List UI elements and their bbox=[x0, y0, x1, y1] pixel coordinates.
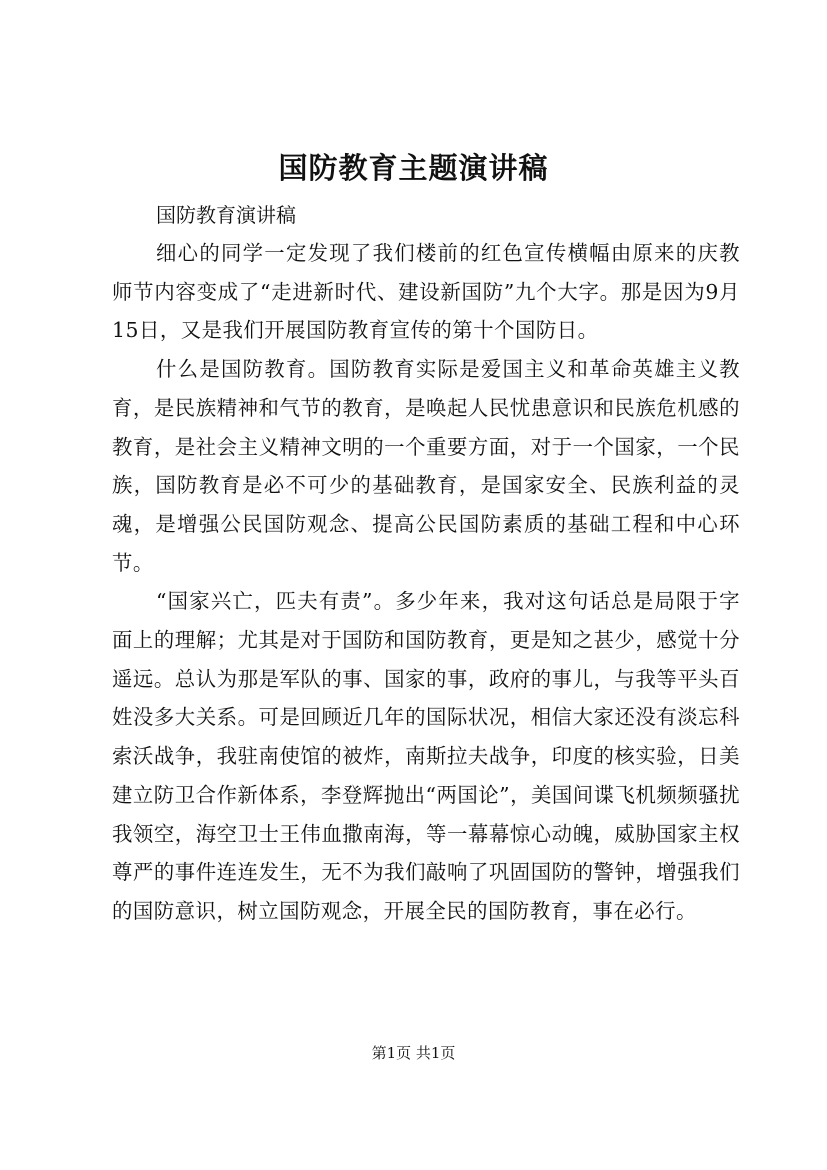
document-title: 国防教育主题演讲稿 bbox=[278, 151, 549, 185]
paragraph-3: “国家兴亡，匹夫有责”。多少年来，我对这句话总是局限于字面上的理解；尤其是对于国防和国防教育，更是知之甚少，感觉十分遥远。总认为那是军队的事、国家的事，政府的事儿，与我等平头百姓没多大关系。可是回顾近几年的国际状况，相信大家还没有淡忘科索沃战争，我驻南使馆的被炸，南斯拉夫战争，印度的核实验，日美建立防卫合作新体系，李登辉抛出“两国论”，美国间谍飞机频频骚扰我领空，海空卫士王伟血撒南海，等一幕幕惊心动魄，威胁国家主权尊严的事件连连发生，无不为我们敲响了巩固国防的警钟，增强我们的国防意识，树立国防观念，开展全民的国防教育，事在必行。 bbox=[112, 589, 740, 923]
document-body bbox=[112, 196, 740, 931]
paragraph-2: 什么是国防教育。国防教育实际是爱国主义和革命英雄主义教育，是民族精神和气节的教育，是唤起人民忧患意识和民族危机感的教育，是社会主义精神文明的一个重要方面，对于一个国家，一个民族，国防教育是必不可少的基础教育，是国家安全、民族利益的灵魂，是增强公民国防观念、提高公民国防素质的基础工程和中心环节。 bbox=[112, 357, 740, 575]
document-subtitle: 国防教育演讲稿 bbox=[156, 203, 296, 227]
page-number-footer: 第1页 共1页 bbox=[371, 1044, 456, 1062]
paragraph-1: 细心的同学一定发现了我们楼前的红色宣传横幅由原来的庆教师节内容变成了“走进新时代、建设新国防”九个大字。那是因为9月15日，又是我们开展国防教育宣传的第十个国防日。 bbox=[112, 241, 740, 343]
